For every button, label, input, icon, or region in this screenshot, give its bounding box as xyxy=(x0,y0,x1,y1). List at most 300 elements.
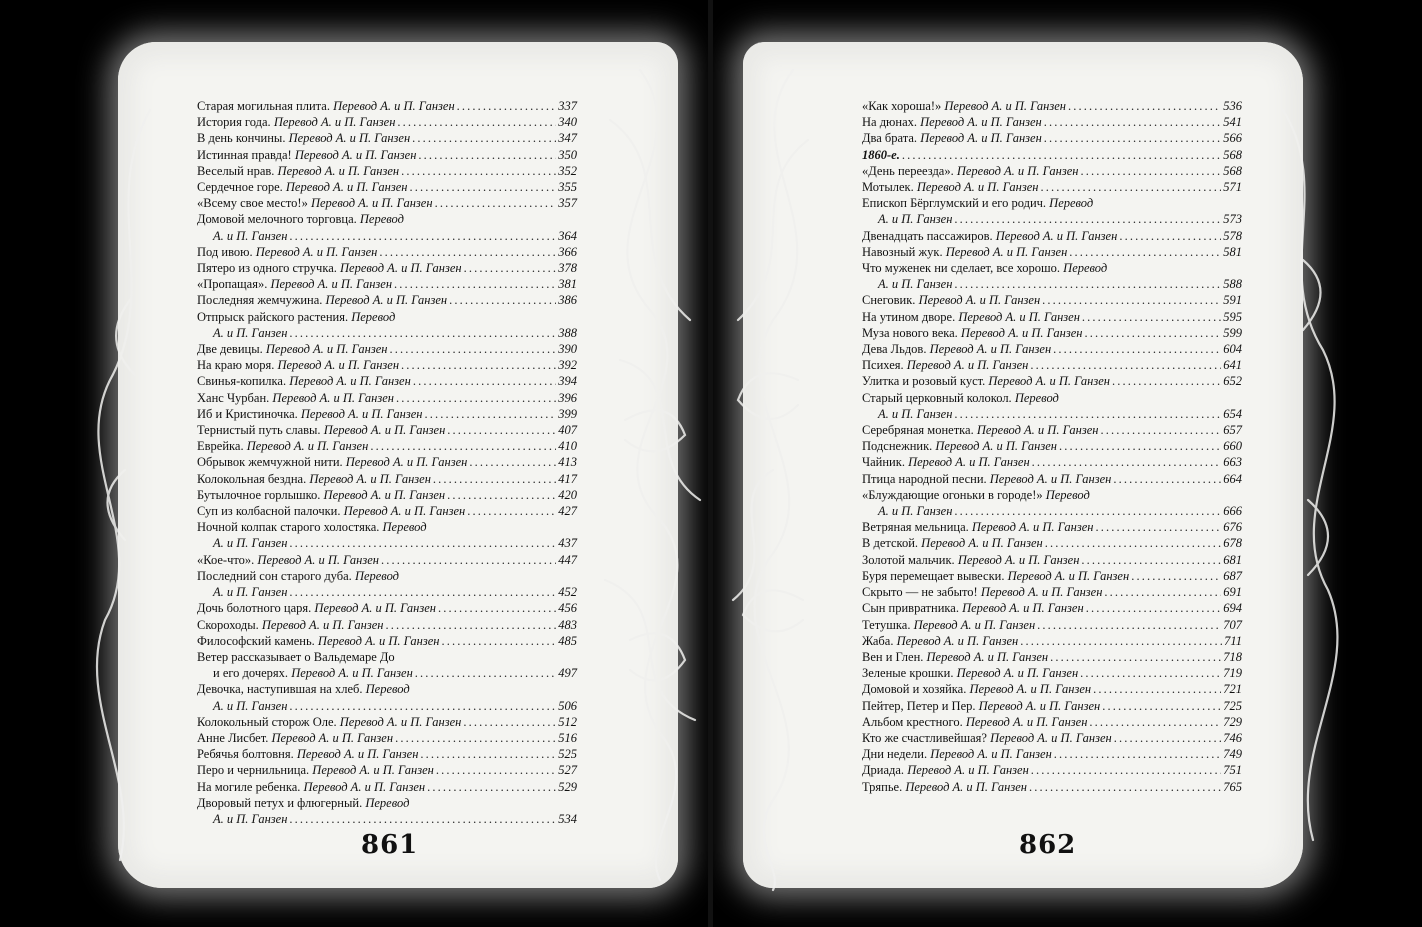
toc-entry-translator: Перевод А. и П. Ганзен xyxy=(965,714,1088,729)
toc-entry-title-cont: и его дочерях. xyxy=(213,666,289,681)
toc-entry-translator: Перевод А. и П. Ганзен xyxy=(325,293,448,308)
toc-entry xyxy=(197,746,577,762)
toc-dot-leader xyxy=(401,357,556,373)
toc-entry-title: Зеленые крошки. xyxy=(862,666,954,681)
toc-entry-translator: А. и П. Ганзен xyxy=(213,811,288,826)
toc-entry xyxy=(197,276,577,292)
toc-entry-page: 340 xyxy=(558,115,577,130)
toc-dot-leader xyxy=(464,260,557,276)
toc-entry xyxy=(197,147,577,163)
toc-entry-title: Жаба. xyxy=(862,633,894,648)
toc-entry-page: 568 xyxy=(1223,147,1242,162)
toc-entry-translator: Перевод А. и П. Ганзен xyxy=(1007,568,1130,583)
toc-entry-page: 581 xyxy=(1223,244,1242,259)
toc-dot-leader xyxy=(1081,552,1221,568)
toc-entry-page: 536 xyxy=(1223,99,1242,113)
toc-entry-translator: Перевод А. и П. Ганзен xyxy=(980,585,1103,600)
toc-entry-translator: Перевод xyxy=(365,682,410,697)
toc-dot-leader xyxy=(395,730,556,746)
toc-entry xyxy=(862,568,1242,584)
toc-dot-leader xyxy=(418,147,556,163)
toc-entry-title: Домовой мелочного торговца. xyxy=(197,212,357,227)
toc-entry-translator: А. и П. Ганзен xyxy=(878,406,953,421)
toc-dot-leader xyxy=(433,471,556,487)
toc-entry-translator: А. и П. Ганзен xyxy=(878,504,953,519)
toc-entry-translator: Перевод А. и П. Ганзен xyxy=(294,147,417,162)
toc-entry-page: 534 xyxy=(558,811,577,826)
toc-entry-page: 347 xyxy=(558,131,577,146)
toc-entry-page: 512 xyxy=(558,714,577,729)
toc-entry-translator: Перевод А. и П. Ганзен xyxy=(990,730,1112,745)
toc-entry xyxy=(197,341,577,357)
toc-entry-title: В день кончины. xyxy=(197,131,286,146)
toc-entry xyxy=(197,487,577,503)
toc-dot-leader xyxy=(447,487,556,503)
toc-entry-title: В детской. xyxy=(862,536,919,551)
right-page xyxy=(713,0,1422,927)
toc-entry-translator: Перевод А. и П. Ганзен xyxy=(314,601,437,616)
toc-entry xyxy=(197,762,577,778)
toc-entry-title: Мотылек. xyxy=(862,180,914,195)
toc-entry-translator: Перевод А. и П. Ганзен xyxy=(956,666,1079,681)
toc-entry-page: 506 xyxy=(558,698,577,713)
toc-dot-leader xyxy=(435,195,557,211)
toc-entry-title: Двенадцать пассажиров. xyxy=(862,228,993,243)
toc-entry-title: На краю моря. xyxy=(197,358,275,373)
toc-entry xyxy=(862,471,1242,487)
toc-dot-leader xyxy=(469,454,556,470)
toc-entry-translator: А. и П. Ганзен xyxy=(213,228,288,243)
toc-entry-translator: Перевод А. и П. Ганзен xyxy=(995,228,1118,243)
toc-entry xyxy=(197,438,577,454)
toc-entry-page: 378 xyxy=(558,261,577,276)
toc-entry-title: Старый церковный колокол. xyxy=(862,390,1012,405)
toc-dot-leader xyxy=(1080,665,1221,681)
toc-dot-leader xyxy=(1113,471,1221,487)
toc-dot-leader xyxy=(1086,600,1222,616)
toc-entry xyxy=(197,633,577,649)
toc-entry-title: Навозный жук. xyxy=(862,244,943,259)
toc-entry-title: Два брата. xyxy=(862,131,918,146)
toc-entry-translator: Перевод А. и П. Ганзен xyxy=(340,261,462,276)
toc-entry xyxy=(862,179,1242,195)
toc-entry-page: 355 xyxy=(558,180,577,195)
toc-dot-leader xyxy=(1030,357,1221,373)
toc-entry-title: Еврейка. xyxy=(197,439,244,454)
toc-dot-leader xyxy=(954,406,1221,422)
toc-entry-title: Епископ Бёрглумский и его родич. xyxy=(862,196,1047,211)
toc-entry-page: 364 xyxy=(558,228,577,243)
toc-entry-translator: Перевод А. и П. Ганзен xyxy=(962,601,1084,616)
toc-entry-translator: Перевод А. и П. Ганзен xyxy=(971,520,1094,535)
toc-dot-leader xyxy=(442,633,557,649)
toc-dot-leader xyxy=(1085,325,1222,341)
toc-entry-translator: Перевод А. и П. Ганзен xyxy=(960,325,1083,340)
toc-dot-leader xyxy=(463,714,556,730)
toc-dot-leader xyxy=(954,276,1221,292)
toc-entry-title: Снеговик. xyxy=(862,293,916,308)
toc-dot-leader xyxy=(1112,373,1221,389)
toc-entry-page: 399 xyxy=(558,406,577,421)
toc-dot-leader xyxy=(289,228,556,244)
toc-dot-leader xyxy=(1095,519,1221,535)
toc-entry-title: Альбом крестного. xyxy=(862,714,963,729)
toc-entry-page: 660 xyxy=(1223,439,1242,454)
toc-entry-translator: Перевод А. и П. Ганзен xyxy=(916,180,1039,195)
toc-entry-translator: Перевод А. и П. Ганзен xyxy=(323,487,446,502)
toc-entry-page: 765 xyxy=(1223,779,1242,794)
toc-entry-title: Старая могильная плита. xyxy=(197,99,330,113)
toc-entry xyxy=(197,649,577,681)
toc-entry-title: Улитка и розовый куст. xyxy=(862,374,986,389)
toc-dot-leader xyxy=(413,373,556,389)
toc-entry xyxy=(197,195,577,211)
toc-entry-page: 427 xyxy=(558,504,577,519)
toc-entry-translator: Перевод xyxy=(365,795,410,810)
toc-entry-page: 652 xyxy=(1223,374,1242,389)
toc-entry-title: Кто же счастливейшая? xyxy=(862,730,987,745)
toc-entry-translator: Перевод А. и П. Ганзен xyxy=(918,293,1041,308)
toc-entry-title: Ханс Чурбан. xyxy=(197,390,270,405)
left-page xyxy=(0,0,708,927)
toc-entry-page: 664 xyxy=(1223,471,1242,486)
toc-entry-page: 417 xyxy=(558,471,577,486)
toc-entry-translator: Перевод А. и П. Ганзен xyxy=(255,244,378,259)
toc-dot-leader xyxy=(412,130,556,146)
toc-entry-translator: А. и П. Ганзен xyxy=(878,212,953,227)
toc-dot-leader xyxy=(379,244,556,260)
toc-entry-title: Скороходы. xyxy=(197,617,259,632)
toc-entry-translator: Перевод А. и П. Ганзен xyxy=(921,536,1043,551)
toc-dot-leader xyxy=(424,406,556,422)
toc-entry-title: Пятеро из одного стручка. xyxy=(197,261,337,276)
toc-entry-title: Колокольный сторож Оле. xyxy=(197,714,337,729)
toc-entry-page: 525 xyxy=(558,747,577,762)
toc-entry-translator: Перевод А. и П. Ганзен xyxy=(945,244,1068,259)
toc-entry-page: 746 xyxy=(1223,730,1242,745)
toc-dot-leader xyxy=(436,762,556,778)
toc-entry-page: 568 xyxy=(1223,163,1242,178)
toc-entry-title: Последняя жемчужина. xyxy=(197,293,323,308)
toc-dot-leader xyxy=(1054,746,1221,762)
toc-entry-title: Суп из колбасной палочки. xyxy=(197,504,341,519)
toc-dot-leader xyxy=(397,114,556,130)
toc-entry-title: «Кое-что». xyxy=(197,552,255,567)
toc-dot-leader xyxy=(1080,163,1221,179)
toc-dot-leader xyxy=(954,211,1221,227)
toc-entry-translator: Перевод А. и П. Ганзен xyxy=(303,779,426,794)
toc-entry-translator: Перевод А. и П. Ганзен xyxy=(317,633,440,648)
toc-entry xyxy=(197,211,577,243)
toc-entry-page: 604 xyxy=(1223,342,1242,357)
toc-dot-leader xyxy=(409,179,556,195)
toc-entry-title: На могиле ребенка. xyxy=(197,779,301,794)
toc-dot-leader xyxy=(1089,714,1221,730)
toc-entry-page: 678 xyxy=(1223,536,1242,551)
toc-entry-translator: Перевод А. и П. Ганзен xyxy=(277,163,400,178)
toc-dot-leader xyxy=(1082,309,1221,325)
toc-entry xyxy=(862,633,1242,649)
toc-entry-page: 485 xyxy=(558,633,577,648)
toc-entry-title: Отпрыск райского растения. xyxy=(197,309,349,324)
toc-entry xyxy=(862,665,1242,681)
toc-entry xyxy=(197,600,577,616)
toc-entry-translator: Перевод А. и П. Ганзен xyxy=(978,698,1101,713)
toc-entry xyxy=(862,98,1242,114)
toc-dot-leader xyxy=(1068,98,1221,114)
toc-entry xyxy=(862,357,1242,373)
toc-entry-translator: Перевод А. и П. Ганзен xyxy=(908,455,1030,470)
toc-entry-translator: А. и П. Ганзен xyxy=(213,585,288,600)
toc-entry-translator: Перевод А. и П. Ганзен xyxy=(958,309,1080,324)
toc-entry xyxy=(197,309,577,341)
toc-dot-leader xyxy=(1069,244,1221,260)
toc-entry-title: Анне Лисбет. xyxy=(197,730,269,745)
toc-dot-leader xyxy=(385,617,556,633)
toc-entry-title: История года. xyxy=(197,115,271,130)
toc-dot-leader xyxy=(420,746,556,762)
toc-entry-translator: Перевод А. и П. Ганзен xyxy=(988,374,1110,389)
toc-entry-page: 437 xyxy=(558,536,577,551)
toc-entry-page: 350 xyxy=(558,147,577,162)
toc-entry xyxy=(197,114,577,130)
toc-entry xyxy=(862,487,1242,519)
toc-entry-title: Последний сон старого дуба. xyxy=(197,568,352,583)
toc-entry xyxy=(862,244,1242,260)
toc-dot-leader xyxy=(1045,535,1221,551)
toc-dot-leader xyxy=(1037,617,1221,633)
toc-entry-translator: Перевод А. и П. Ганзен xyxy=(989,471,1112,486)
toc-entry xyxy=(862,373,1242,389)
toc-entry xyxy=(197,406,577,422)
toc-entry-title: Серебряная монетка. xyxy=(862,423,974,438)
toc-entry-title: Дочь болотного царя. xyxy=(197,601,312,616)
toc-entry-title: Тетушка. xyxy=(862,617,911,632)
toc-entry-page: 497 xyxy=(558,666,577,681)
toc-dot-leader xyxy=(427,779,556,795)
toc-entry-page: 388 xyxy=(558,325,577,340)
toc-entry xyxy=(862,762,1242,778)
toc-entry-page: 529 xyxy=(558,779,577,794)
toc-entry-title: «Всему свое место!» xyxy=(197,196,308,211)
toc-entry-title: «Пропащая». xyxy=(197,277,268,292)
toc-entry-title: Иб и Кристиночка. xyxy=(197,406,298,421)
toc-entry-translator: Перевод А. и П. Ганзен xyxy=(926,649,1049,664)
toc-entry-translator: Перевод А. и П. Ганзен xyxy=(956,163,1079,178)
toc-entry xyxy=(862,649,1242,665)
toc-entry-translator: Перевод А. и П. Ганзен xyxy=(907,763,1029,778)
toc-entry-title: Истинная правда! xyxy=(197,147,292,162)
toc-entry xyxy=(862,260,1242,292)
toc-entry xyxy=(197,373,577,389)
toc-entry xyxy=(197,779,577,795)
toc-entry-title: «Как хороша!» xyxy=(862,99,942,113)
toc-dot-leader xyxy=(1093,681,1221,697)
toc-entry xyxy=(197,503,577,519)
toc-dot-leader xyxy=(1131,568,1221,584)
toc-entry xyxy=(197,568,577,600)
toc-entry-translator: Перевод А. и П. Ганзен xyxy=(935,439,1057,454)
toc-entry-translator: Перевод А. и П. Ганзен xyxy=(345,455,468,470)
toc-entry xyxy=(197,714,577,730)
toc-entry-title: Свинья-копилка. xyxy=(197,374,287,389)
toc-entry-title: Вен и Глен. xyxy=(862,649,924,664)
toc-entry-page: 599 xyxy=(1223,325,1242,340)
toc-entry-page: 527 xyxy=(558,763,577,778)
toc-dot-leader xyxy=(1044,130,1221,146)
toc-entry-translator: А. и П. Ганзен xyxy=(878,277,953,292)
toc-entry-title: Домовой и хозяйка. xyxy=(862,682,967,697)
toc-entry-title: Тряпье. xyxy=(862,779,903,794)
toc-entry-page: 390 xyxy=(558,342,577,357)
toc-entry-page: 541 xyxy=(1223,115,1242,130)
toc-entry-title: Дворовый петух и флюгерный. xyxy=(197,795,363,810)
toc-entry-translator: Перевод А. и П. Ганзен xyxy=(323,423,446,438)
toc-entry xyxy=(197,730,577,746)
toc-entry-title: Что муженек ни сделает, все хорошо. xyxy=(862,261,1061,276)
toc-entry xyxy=(197,422,577,438)
toc-entry-page: 578 xyxy=(1223,228,1242,243)
toc-dot-leader xyxy=(1100,422,1221,438)
toc-entry-translator: Перевод А. и П. Ганзен xyxy=(976,423,1099,438)
toc-section-heading xyxy=(862,147,1242,163)
toc-entry-page: 386 xyxy=(558,293,577,308)
toc-entry-page: 571 xyxy=(1223,180,1242,195)
toc-entry xyxy=(862,779,1242,795)
toc-dot-leader xyxy=(396,390,556,406)
toc-entry-title: На дюнах. xyxy=(862,115,918,130)
toc-entry-title: Чайник. xyxy=(862,455,905,470)
toc-entry-title: Психея. xyxy=(862,358,904,373)
toc-entry-page: 337 xyxy=(558,99,577,113)
toc-entry-translator: Перевод А. и П. Ганзен xyxy=(288,131,411,146)
toc-entry xyxy=(197,163,577,179)
toc-entry-page: 676 xyxy=(1223,520,1242,535)
toc-entry-translator: Перевод А. и П. Ганзен xyxy=(271,730,394,745)
toc-dot-leader xyxy=(1114,730,1222,746)
toc-entry-page: 707 xyxy=(1223,617,1242,632)
toc-entry-translator: Перевод А. и П. Ганзен xyxy=(257,552,380,567)
toc-entry-title: Две девицы. xyxy=(197,342,263,357)
toc-entry xyxy=(862,422,1242,438)
toc-entry-title: «День переезда». xyxy=(862,163,954,178)
toc-entry-translator: Перевод А. и П. Ганзен xyxy=(906,358,1029,373)
toc-entry-translator: Перевод А. и П. Ганзен xyxy=(969,682,1092,697)
toc-entry-translator: Перевод А. и П. Ганзен xyxy=(289,374,411,389)
toc-entry-page: 420 xyxy=(558,487,577,502)
toc-dot-leader xyxy=(467,503,556,519)
toc-entry-translator: Перевод xyxy=(359,212,404,227)
toc-entry-title: Философский камень. xyxy=(197,633,315,648)
toc-dot-leader xyxy=(289,584,556,600)
toc-entry-title: Буря перемещает вывески. xyxy=(862,568,1005,583)
toc-entry-title: Скрыто — не забыто! xyxy=(862,585,978,600)
toc-entry xyxy=(197,130,577,146)
toc-entry-translator: Перевод А. и П. Ганзен xyxy=(296,747,419,762)
toc-entry-page: 452 xyxy=(558,585,577,600)
toc-entry xyxy=(197,552,577,568)
toc-entry-page: 751 xyxy=(1223,763,1242,778)
toc-entry xyxy=(197,795,577,827)
toc-entry-translator: Перевод А. и П. Ганзен xyxy=(920,131,1042,146)
toc-entry-title: Под ивою. xyxy=(197,244,253,259)
toc-entry-title: «Блуждающие огоньки в городе!» xyxy=(862,487,1043,502)
toc-dot-leader xyxy=(1044,114,1222,130)
toc-dot-leader xyxy=(954,503,1221,519)
toc-dot-leader xyxy=(1040,179,1221,195)
toc-dot-leader xyxy=(401,163,556,179)
toc-entry-translator: Перевод А. и П. Ганзен xyxy=(896,633,1019,648)
toc-entry-translator: Перевод А. и П. Ганзен xyxy=(920,115,1042,130)
toc-entry xyxy=(197,617,577,633)
toc-entry xyxy=(862,730,1242,746)
toc-entry-translator: Перевод А. и П. Ганзен xyxy=(312,763,434,778)
toc-entry-page: 410 xyxy=(558,439,577,454)
toc-entry-title: Бутылочное горлышко. xyxy=(197,487,321,502)
toc-dot-leader xyxy=(457,98,557,114)
toc-entry-translator: Перевод xyxy=(382,520,427,535)
toc-entry-title: Ночной колпак старого холостяка. xyxy=(197,520,380,535)
toc-entry-translator: Перевод xyxy=(1063,261,1108,276)
toc-entry-translator: Перевод А. и П. Ганзен xyxy=(277,358,400,373)
toc-entry xyxy=(862,584,1242,600)
toc-entry-title: Птица народной песни. xyxy=(862,471,987,486)
toc-entry-page: 394 xyxy=(558,374,577,389)
toc-entry-page: 719 xyxy=(1223,666,1242,681)
toc-entry-title: Пейтер, Петер и Пер. xyxy=(862,698,976,713)
toc-entry-title: Обрывок жемчужной нити. xyxy=(197,455,343,470)
toc-dot-leader xyxy=(1031,762,1221,778)
toc-dot-leader xyxy=(1042,292,1221,308)
toc-entry-translator: Перевод А. и П. Ганзен xyxy=(339,714,462,729)
toc-entry-translator: Перевод А. и П. Ганзен xyxy=(270,277,393,292)
toc-entry xyxy=(197,98,577,114)
toc-entry-page: 381 xyxy=(558,277,577,292)
toc-entry xyxy=(197,390,577,406)
toc-entry-translator: Перевод А. и П. Ганзен xyxy=(265,342,388,357)
toc-dot-leader xyxy=(1104,584,1221,600)
toc-entry-title: Ветер рассказывает о Вальдемаре До xyxy=(197,649,395,664)
toc-entry-title: Сын привратника. xyxy=(862,601,959,616)
toc-entry-translator: Перевод А. и П. Ганзен xyxy=(261,617,384,632)
toc-entry-translator: Перевод А. и П. Ганзен xyxy=(310,196,433,211)
toc-entry-title: Девочка, наступившая на хлеб. xyxy=(197,682,363,697)
toc-entry-page: 595 xyxy=(1223,309,1242,324)
toc-entry xyxy=(862,714,1242,730)
toc-dot-leader xyxy=(381,552,556,568)
toc-entry-page: 566 xyxy=(1223,131,1242,146)
toc-entry-translator: Перевод А. и П. Ганзен xyxy=(291,666,413,681)
toc-entry-title: Ветряная мельница. xyxy=(862,520,969,535)
toc-entry-translator: Перевод А. и П. Ганзен xyxy=(309,471,431,486)
toc-list-left xyxy=(197,98,577,827)
toc-dot-leader xyxy=(289,811,556,827)
toc-dot-leader xyxy=(415,665,556,681)
toc-dot-leader xyxy=(370,438,556,454)
toc-entry-translator: Перевод А. и П. Ганзен xyxy=(333,99,455,113)
toc-dot-leader xyxy=(449,292,556,308)
toc-entry xyxy=(197,681,577,713)
toc-entry-translator: Перевод А. и П. Ганзен xyxy=(905,779,1027,794)
toc-entry-translator: Перевод А. и П. Ганзен xyxy=(272,390,395,405)
toc-entry-translator: А. и П. Ганзен xyxy=(213,325,288,340)
toc-dot-leader xyxy=(1020,633,1222,649)
toc-entry-page: 591 xyxy=(1223,293,1242,308)
toc-entry-page: 641 xyxy=(1223,358,1242,373)
toc-dot-leader xyxy=(447,422,556,438)
toc-entry xyxy=(862,390,1242,422)
toc-list-right xyxy=(862,98,1242,795)
